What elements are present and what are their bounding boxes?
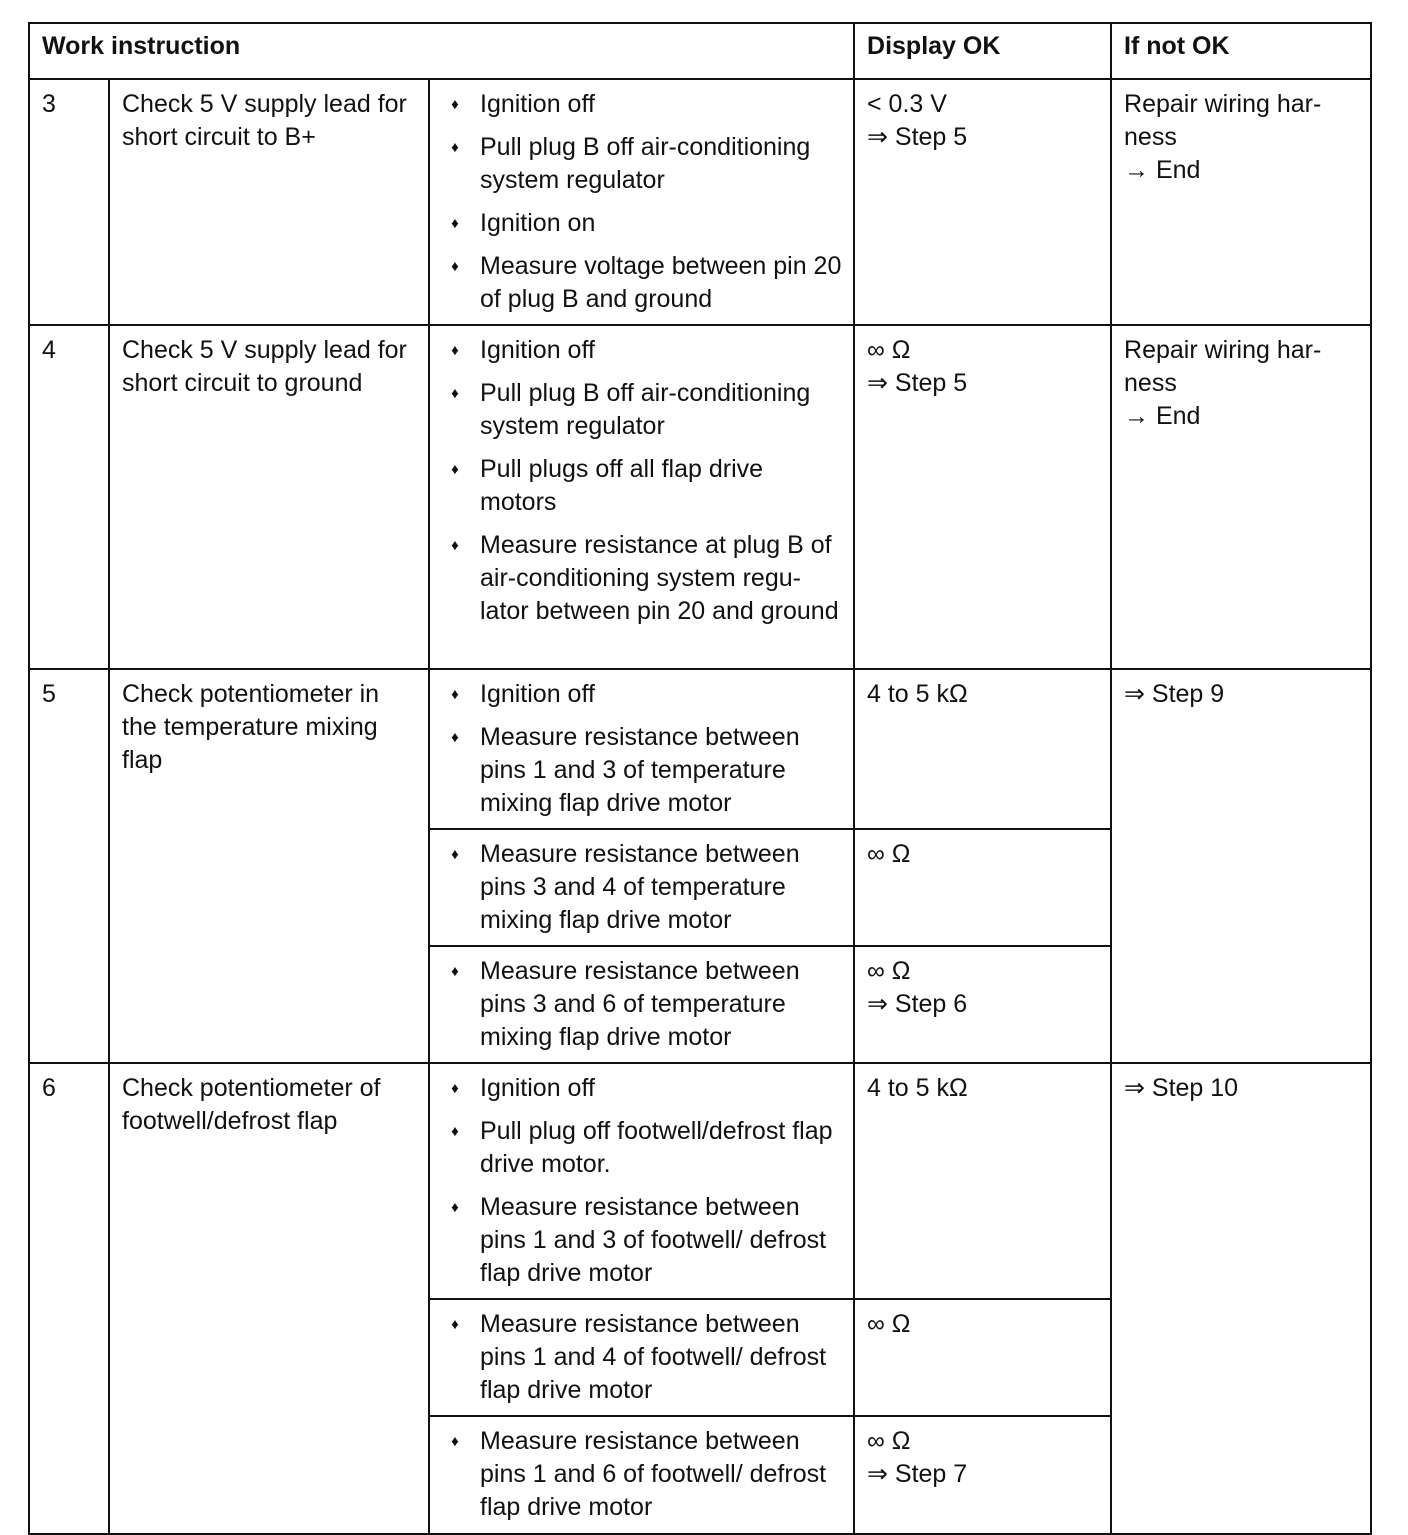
step-number: 5 [29,669,109,1063]
bullet-icon: ♦ [451,139,459,156]
step-description: Check 5 V supply lead for short circuit to ground [109,325,429,669]
instruction-cell [429,1416,854,1534]
display-value: ∞ Ω [867,840,911,868]
instruction-cell [429,829,854,946]
list-item [430,1191,845,1290]
if-not-ok-value: ⇒ Step 9 [1124,680,1225,708]
list-item [430,88,845,121]
if-not-ok-value: Repair wiring har- [1124,336,1322,364]
list-item [430,250,845,316]
display-value: 4 to 5 kΩ [867,680,968,708]
list-item [430,207,845,240]
table-row [29,325,1371,669]
bullet-icon: ♦ [451,342,459,359]
display-value: ∞ Ω [867,1310,911,1338]
table-row [29,79,1371,325]
instruction-list [430,678,845,820]
instruction-text: Measure voltage between pin 20 of plug B and ground [480,252,842,313]
if-not-ok-value: ness [1124,369,1177,397]
instruction-list [430,1072,845,1290]
list-item [430,1308,845,1407]
instruction-text: Pull plug B off air-conditioning system regulator [480,379,811,440]
bullet-icon: ♦ [451,1123,459,1140]
instruction-text: Measure resistance between pins 1 and 3 of temperature mixing flap drive motor [480,723,800,817]
bullet-icon: ♦ [451,729,459,746]
instruction-text: Measure resistance between pins 1 and 3 of footwell/ defrost flap drive motor [480,1193,827,1287]
display-value: ⇒ Step 6 [867,990,968,1018]
if-not-ok-value: → End [1124,402,1201,430]
instruction-cell [429,1299,854,1416]
instruction-text: Pull plug B off air-conditioning system regulator [480,133,811,194]
list-item [430,838,845,937]
bullet-icon: ♦ [451,963,459,980]
instruction-text: Measure resistance between pins 3 and 6 of temperature mixing flap drive motor [480,957,800,1051]
instruction-text: Measure resistance between pins 1 and 6 of footwell/ defrost flap drive motor [480,1427,827,1521]
display-ok-cell [854,669,1111,829]
display-value: ∞ Ω [867,1427,911,1455]
instruction-cell [429,1063,854,1299]
display-ok-cell [854,325,1111,669]
if-not-ok-cell [1111,669,1371,1063]
if-not-ok-cell [1111,325,1371,669]
list-item [430,377,845,443]
list-item [430,678,845,711]
instruction-text: Ignition on [480,209,596,237]
header-display-ok: Display OK [854,23,1111,79]
bullet-icon: ♦ [451,1316,459,1333]
list-item [430,1072,845,1105]
if-not-ok-value: ⇒ Step 10 [1124,1074,1239,1102]
instruction-text: Measure resistance between pins 3 and 4 of temperature mixing flap drive motor [480,840,800,934]
instruction-cell [429,669,854,829]
step-number: 6 [29,1063,109,1534]
bullet-icon: ♦ [451,96,459,113]
list-item [430,453,845,519]
header-work-instruction: Work instruction [29,23,854,79]
table-row [29,1063,1371,1299]
instruction-text: Ignition off [480,336,595,364]
list-item [430,721,845,820]
instruction-text: Measure resistance at plug B of air-conditioning system regu-lator between pin 20 and ground [480,531,839,625]
instruction-cell [429,325,854,669]
instruction-list [430,334,845,628]
instruction-cell [429,946,854,1063]
instruction-text: Ignition off [480,90,595,118]
display-value: < 0.3 V [867,90,947,118]
bullet-icon: ♦ [451,215,459,232]
list-item [430,529,845,628]
step-description: Check potentiometer of footwell/defrost flap [109,1063,429,1534]
display-ok-cell [854,946,1111,1063]
list-item [430,955,845,1054]
display-ok-cell [854,829,1111,946]
list-item [430,1115,845,1181]
instruction-text: Ignition off [480,1074,595,1102]
instruction-text: Ignition off [480,680,595,708]
instruction-list [430,955,845,1054]
display-ok-cell [854,1063,1111,1299]
display-value: ∞ Ω [867,336,911,364]
step-description: Check 5 V supply lead for short circuit to B+ [109,79,429,325]
bullet-icon: ♦ [451,846,459,863]
work-instruction-table [28,22,1372,1535]
display-value: 4 to 5 kΩ [867,1074,968,1102]
list-item [430,1425,845,1524]
if-not-ok-cell [1111,1063,1371,1534]
bullet-icon: ♦ [451,461,459,478]
display-ok-cell [854,79,1111,325]
table-row [29,669,1371,829]
instruction-text: Measure resistance between pins 1 and 4 of footwell/ defrost flap drive motor [480,1310,827,1404]
step-description: Check potentiometer in the temperature mixing flap [109,669,429,1063]
display-ok-cell [854,1299,1111,1416]
display-value: ⇒ Step 7 [867,1460,968,1488]
display-value: ⇒ Step 5 [867,123,968,151]
bullet-icon: ♦ [451,385,459,402]
bullet-icon: ♦ [451,1080,459,1097]
bullet-icon: ♦ [451,1433,459,1450]
header-if-not-ok: If not OK [1111,23,1371,79]
bullet-icon: ♦ [451,1199,459,1216]
bullet-icon: ♦ [451,686,459,703]
if-not-ok-cell [1111,79,1371,325]
instruction-list [430,838,845,937]
list-item [430,334,845,367]
step-number: 3 [29,79,109,325]
step-number: 4 [29,325,109,669]
instruction-list [430,1308,845,1407]
instruction-list [430,1425,845,1524]
bullet-icon: ♦ [451,258,459,275]
instruction-list [430,88,845,316]
header-row [29,23,1371,79]
if-not-ok-value: ness [1124,123,1177,151]
bullet-icon: ♦ [451,537,459,554]
display-value: ⇒ Step 5 [867,369,968,397]
instruction-text: Pull plugs off all flap drive motors [480,455,764,516]
if-not-ok-value: Repair wiring har- [1124,90,1322,118]
list-item [430,131,845,197]
display-ok-cell [854,1416,1111,1534]
display-value: ∞ Ω [867,957,911,985]
instruction-cell [429,79,854,325]
if-not-ok-value: → End [1124,156,1201,184]
instruction-text: Pull plug off footwell/defrost flap drive motor. [480,1117,833,1178]
